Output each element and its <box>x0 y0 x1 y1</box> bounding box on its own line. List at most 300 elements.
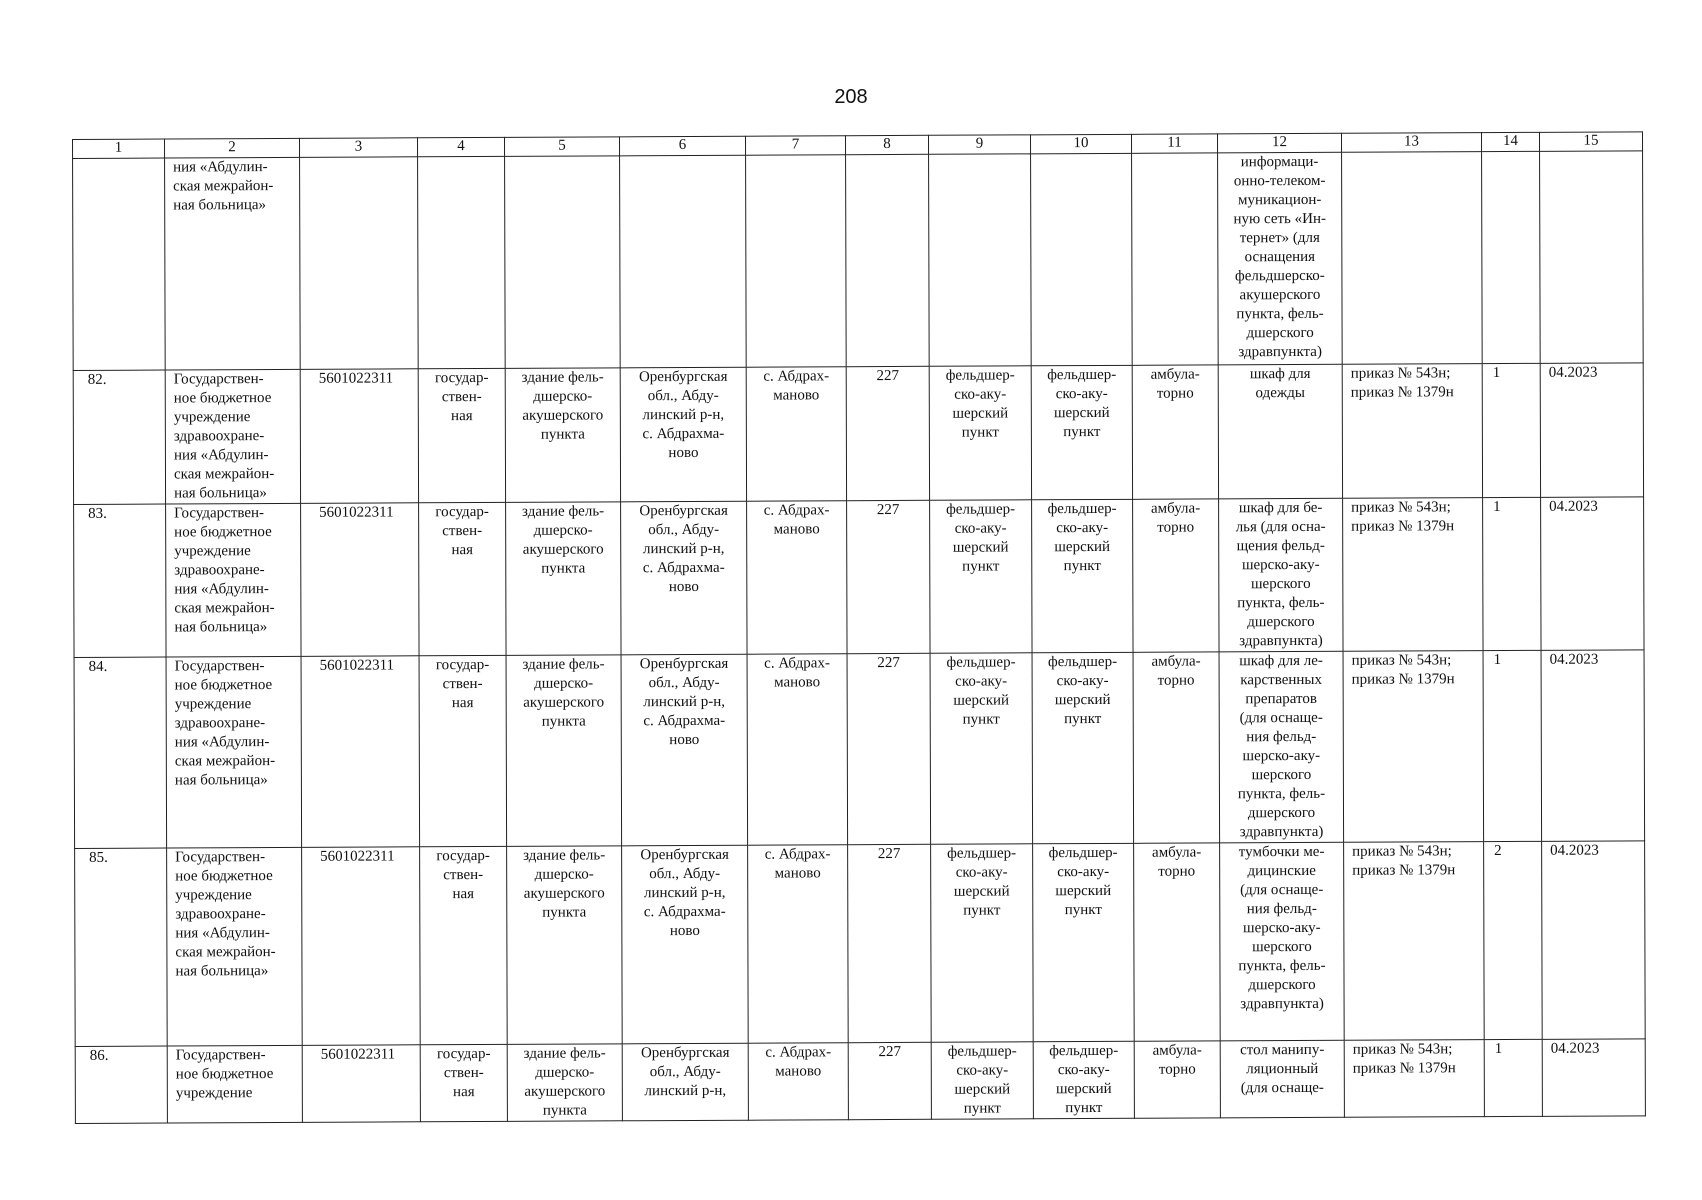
cell-text-line: ско-аку- <box>954 386 1007 403</box>
cell-text-line: акушерского <box>524 1083 606 1100</box>
cell-text-line: здравпункта) <box>1239 632 1323 650</box>
cell-text-line: 04.2023 <box>1549 651 1599 668</box>
registry-table-container <box>72 131 1645 1124</box>
cell-text-line: ная больница» <box>174 619 268 636</box>
table-cell-col-15 <box>1542 1039 1645 1117</box>
cell-text-line: государ- <box>435 656 490 674</box>
cell-text-line: обл., Абду- <box>649 1063 721 1081</box>
cell-text-line: с. Абдрахма- <box>643 712 726 730</box>
cell-text-line: ская межрайон- <box>173 178 274 195</box>
cell-text-line: (для оснаще- <box>1240 1079 1324 1097</box>
column-header-14: 14 <box>1481 132 1539 151</box>
column-header-10: 10 <box>1030 134 1131 153</box>
cell-text-line: пункта <box>540 426 585 443</box>
cell-text-line: здравоохране- <box>174 562 265 579</box>
table-cell-col-6 <box>620 367 746 502</box>
table-cell-col-5 <box>507 846 623 1045</box>
cell-text-line: фельдшер- <box>1048 653 1118 671</box>
cell-text-line: торно <box>1157 519 1195 536</box>
cell-text-line: учреждение <box>174 696 252 713</box>
cell-text-line: фельдшер- <box>1048 844 1118 862</box>
table-cell-col-6 <box>622 845 749 1044</box>
cell-text-line: шкаф для бе- <box>1238 499 1323 517</box>
cell-text-line: ско-аку- <box>1056 519 1109 537</box>
cell-text-line: лья (для осна- <box>1235 518 1326 536</box>
cell-text-line: информаци- <box>1240 153 1319 171</box>
cell-text-line: пункт <box>961 424 999 441</box>
cell-text-line: ско-аку- <box>1056 672 1109 690</box>
cell-text-line: Оренбургская <box>639 655 729 673</box>
column-header-12: 12 <box>1217 133 1341 153</box>
column-header-8: 8 <box>845 135 928 154</box>
table-cell-col-13 <box>1343 498 1483 652</box>
cell-text-line: шерский <box>1055 882 1112 900</box>
cell-text-line: шкаф для <box>1249 365 1311 383</box>
table-cell-col-15 <box>1540 363 1643 498</box>
cell-text-line: с. Абдрах- <box>764 846 831 863</box>
table-cell-col-14 <box>1483 650 1542 841</box>
cell-text-line: ствен- <box>441 388 482 406</box>
cell-text-line: 04.2023 <box>1550 842 1599 859</box>
cell-text-line: дшерского <box>1248 976 1316 994</box>
table-cell-col-15 <box>1540 151 1644 364</box>
table-cell-col-12 <box>1220 1040 1344 1118</box>
table-cell-col-6 <box>621 654 748 846</box>
column-header-11: 11 <box>1131 134 1217 153</box>
cell-text-line: Оренбургская <box>640 1044 730 1062</box>
cell-text-line: пункт <box>963 1100 1002 1117</box>
cell-text-line: шерского <box>1251 766 1312 784</box>
table-cell-col-10 <box>1033 843 1135 1041</box>
cell-text-line: амбула- <box>1151 653 1201 670</box>
table-cell-col-7 <box>747 654 848 845</box>
table-row <box>74 650 1645 849</box>
cell-text-line: 1 <box>1493 652 1502 669</box>
table-cell-col-13 <box>1342 152 1483 365</box>
table-cell-col-4 <box>418 368 505 502</box>
cell-text-line: дшерско- <box>533 522 593 539</box>
table-cell-col-9 <box>930 653 1033 844</box>
table-cell-col-12 <box>1218 152 1343 365</box>
cell-text-line: приказ № 1379н <box>1352 1060 1456 1077</box>
table-cell-col-1 <box>73 370 165 504</box>
page-number: 208 <box>834 86 868 108</box>
cell-text-line: государ- <box>435 503 489 521</box>
cell-text-line: ное бюджетное <box>174 524 272 541</box>
table-row <box>75 1039 1645 1124</box>
cell-text-line: шерский <box>1054 538 1111 556</box>
table-cell-col-11 <box>1133 652 1220 843</box>
cell-text-line: пункта <box>541 713 586 730</box>
table-cell-col-1 <box>73 158 166 370</box>
table-cell-col-5 <box>505 368 620 503</box>
cell-text-line: дшерско- <box>533 388 593 405</box>
table-cell-col-4 <box>418 156 506 368</box>
cell-text-line: 5601022311 <box>320 1046 396 1063</box>
cell-text-line: 2 <box>1494 843 1502 860</box>
cell-text-line: ско-аку- <box>954 520 1007 537</box>
cell-text-line: обл., Абду- <box>648 674 720 692</box>
table-cell-col-1 <box>75 1046 167 1123</box>
table-cell-col-14 <box>1484 1039 1542 1116</box>
cell-text-line: здравпункта) <box>1238 343 1322 361</box>
cell-text-line: пункта, фель- <box>1236 305 1324 323</box>
table-cell-col-7 <box>746 367 846 501</box>
table-cell-col-11 <box>1132 153 1219 365</box>
cell-text-line: дшерского <box>1247 613 1315 631</box>
cell-text-line: (для оснаще- <box>1239 709 1323 727</box>
cell-text-line: ная больница» <box>174 485 267 502</box>
cell-text-line: Оренбургская <box>639 502 728 520</box>
cell-text-line: ско-аку- <box>955 864 1008 881</box>
column-header-3: 3 <box>300 138 418 158</box>
cell-text-line: приказ № 1379н <box>1350 384 1454 401</box>
table-cell-col-2 <box>165 157 301 370</box>
cell-text-line: ново <box>669 731 700 749</box>
cell-text-line: маново <box>774 674 821 691</box>
cell-text-line: ное бюджетное <box>174 677 273 694</box>
cell-text-line: 85. <box>89 849 108 866</box>
cell-text-line: пункт <box>1065 1099 1103 1117</box>
table-cell-col-4 <box>419 502 506 655</box>
table-cell-col-4 <box>420 846 508 1044</box>
table-cell-col-13 <box>1342 364 1482 499</box>
cell-text-line: шерского <box>1250 575 1311 593</box>
cell-text-line: 1 <box>1493 499 1501 516</box>
column-header-7: 7 <box>745 136 845 155</box>
table-cell-col-3 <box>302 847 421 1046</box>
table-cell-col-11 <box>1134 843 1221 1041</box>
table-cell-col-6 <box>622 1043 748 1121</box>
table-cell-col-10 <box>1032 652 1134 843</box>
cell-text-line: пункта <box>542 1102 587 1119</box>
cell-text-line: приказ № 543н; <box>1352 843 1452 860</box>
table-cell-col-11 <box>1134 1041 1220 1118</box>
cell-text-line: маново <box>775 1063 822 1080</box>
column-header-15: 15 <box>1539 132 1642 152</box>
cell-text-line: дшерско- <box>534 675 594 692</box>
cell-text-line: 86. <box>89 1047 109 1064</box>
cell-text-line: шерский <box>953 883 1010 900</box>
table-cell-col-10 <box>1033 1041 1134 1118</box>
cell-text-line: здравпункта) <box>1240 995 1324 1013</box>
table-cell-col-9 <box>931 1042 1033 1119</box>
table-cell-col-11 <box>1133 499 1219 652</box>
cell-text-line: 227 <box>878 1043 901 1061</box>
table-cell-col-3 <box>300 157 419 370</box>
cell-text-line: фельдшер- <box>1047 500 1117 518</box>
cell-text-line: шерско-аку- <box>1243 919 1321 937</box>
table-cell-col-5 <box>506 655 622 847</box>
cell-text-line: ния «Абдулин- <box>175 925 270 942</box>
table-cell-col-5 <box>507 1044 622 1122</box>
cell-text-line: шерский <box>953 692 1010 709</box>
cell-text-line: пункт <box>1064 710 1102 728</box>
table-cell-col-14 <box>1482 151 1541 363</box>
cell-text-line: здравоохране- <box>173 428 265 445</box>
cell-text-line: торно <box>1158 863 1196 880</box>
cell-text-line: Государствен- <box>173 371 264 388</box>
cell-text-line: шерско-аку- <box>1241 556 1320 574</box>
cell-text-line: линский р-н, <box>642 406 725 424</box>
table-cell-col-14 <box>1483 497 1541 650</box>
cell-text-line: с. Абдрахма- <box>642 559 725 577</box>
table-cell-col-2 <box>166 503 301 657</box>
cell-text-line: торно <box>1156 385 1194 402</box>
cell-text-line: с. Абдрах- <box>763 502 830 519</box>
table-cell-col-12 <box>1219 651 1344 843</box>
cell-text-line: учреждение <box>175 1085 253 1102</box>
cell-text-line: фельдшер- <box>947 1043 1017 1060</box>
cell-text-line: ствен- <box>442 522 483 540</box>
cell-text-line: обл., Абду- <box>648 521 720 539</box>
column-header-6: 6 <box>619 136 745 156</box>
cell-text-line: государ- <box>436 847 490 865</box>
cell-text-line: ско-аку- <box>956 1062 1009 1079</box>
cell-text-line: приказ № 1379н <box>1351 671 1455 688</box>
table-cell-col-14 <box>1482 363 1540 497</box>
cell-text-line: линский р-н, <box>644 1082 727 1100</box>
cell-text-line: ская межрайон- <box>175 944 276 961</box>
table-cell-col-2 <box>165 369 300 504</box>
table-cell-col-5 <box>506 502 621 656</box>
cell-text-line: оснащения <box>1244 248 1316 266</box>
cell-text-line: акушерского <box>523 885 605 902</box>
table-cell-col-13 <box>1343 651 1484 843</box>
cell-text-line: с. Абдрах- <box>764 655 830 672</box>
cell-text-line: тернет» (для <box>1239 229 1320 247</box>
cell-text-line: торно <box>1157 672 1195 689</box>
cell-text-line: пункт <box>1063 423 1101 441</box>
column-header-4: 4 <box>417 137 504 156</box>
cell-text-line: 5601022311 <box>318 370 394 387</box>
table-cell-col-4 <box>419 655 507 846</box>
cell-text-line: щения фельд- <box>1236 537 1325 555</box>
table-cell-col-10 <box>1031 153 1133 365</box>
cell-text-line: фельдшер- <box>947 845 1017 862</box>
cell-text-line: ное бюджетное <box>173 390 272 407</box>
cell-text-line: линский р-н, <box>642 540 725 558</box>
cell-text-line: акушерского <box>523 694 605 711</box>
table-cell-col-14 <box>1484 841 1543 1039</box>
cell-text-line: ная <box>453 1084 475 1101</box>
cell-text-line: учреждение <box>175 887 252 904</box>
table-cell-col-6 <box>621 501 747 655</box>
cell-text-line: препаратов <box>1245 690 1317 708</box>
table-cell-col-9 <box>930 500 1032 653</box>
cell-text-line: ствен- <box>443 866 484 884</box>
cell-text-line: ная <box>451 695 474 712</box>
cell-text-line: пункта, фель- <box>1237 594 1325 612</box>
cell-text-line: амбула- <box>1150 500 1201 517</box>
cell-text-line: ное бюджетное <box>175 1066 274 1083</box>
cell-text-line: фельдшер- <box>946 654 1016 671</box>
cell-text-line: ская межрайон- <box>174 753 276 770</box>
table-row <box>73 363 1643 505</box>
cell-text-line: Государствен- <box>175 849 266 866</box>
cell-text-line: приказ № 543н; <box>1351 499 1451 516</box>
cell-text-line: шерский <box>1055 1080 1112 1098</box>
table-cell-col-8 <box>848 844 932 1042</box>
table-cell-col-8 <box>846 154 930 366</box>
cell-text-line: здание фель- <box>522 656 605 673</box>
table-row <box>73 151 1644 371</box>
cell-text-line: линский р-н, <box>643 884 726 902</box>
cell-text-line: 5601022311 <box>319 504 394 521</box>
cell-text-line: 227 <box>877 845 901 863</box>
cell-text-line: Государствен- <box>174 658 265 675</box>
cell-text-line: пункт <box>1063 557 1101 575</box>
table-cell-col-9 <box>929 366 1031 500</box>
table-cell-col-7 <box>746 155 847 367</box>
table-cell-col-7 <box>748 1043 848 1120</box>
registry-table <box>72 131 1646 1124</box>
cell-text-line: муникацион- <box>1237 191 1322 209</box>
cell-text-line: ная <box>451 408 473 425</box>
cell-text-line: обл., Абду- <box>647 387 719 405</box>
table-cell-col-8 <box>848 1042 931 1119</box>
column-header-13: 13 <box>1341 133 1481 153</box>
cell-text-line: 04.2023 <box>1548 364 1598 381</box>
table-cell-col-8 <box>847 653 931 844</box>
table-cell-col-2 <box>167 847 303 1046</box>
cell-text-line: ная больница» <box>174 772 268 789</box>
cell-text-line: дшерского <box>1246 324 1314 342</box>
cell-text-line: Государствен- <box>174 505 265 522</box>
table-cell-col-9 <box>931 844 1034 1042</box>
cell-text-line: шерский <box>952 539 1009 556</box>
cell-text-line: ния фельд- <box>1246 728 1317 746</box>
cell-text-line: ново <box>668 578 699 596</box>
cell-text-line: пункт <box>963 902 1001 919</box>
table-cell-col-5 <box>505 156 621 369</box>
cell-text-line: с. Абдрах- <box>763 368 830 385</box>
cell-text-line: пункт <box>962 558 1000 575</box>
cell-text-line: ново <box>669 922 700 940</box>
cell-text-line: пункта <box>542 904 587 921</box>
table-cell-col-3 <box>301 656 420 848</box>
cell-text-line: амбула- <box>1152 1042 1202 1059</box>
cell-text-line: здравоохране- <box>174 715 266 732</box>
cell-text-line: государ- <box>434 369 489 387</box>
cell-text-line: шерско-аку- <box>1242 747 1321 765</box>
cell-text-line: ная <box>452 886 475 903</box>
cell-text-line: шерский <box>1054 691 1111 709</box>
table-cell-col-15 <box>1541 650 1645 842</box>
cell-text-line: с. Абдрахма- <box>643 903 726 921</box>
cell-text-line: ново <box>668 444 699 462</box>
cell-text-line: Оренбургская <box>638 368 728 386</box>
table-cell-col-13 <box>1344 1040 1484 1118</box>
cell-text-line: 04.2023 <box>1549 498 1598 515</box>
cell-text-line: фельдшер- <box>1047 366 1117 384</box>
table-cell-col-3 <box>302 1045 420 1123</box>
cell-text-line: 1 <box>1492 365 1501 382</box>
table-row <box>74 497 1644 658</box>
cell-text-line: карственных <box>1240 671 1323 689</box>
cell-text-line: ствен- <box>442 675 483 693</box>
cell-text-line: государ- <box>436 1045 491 1063</box>
cell-text-line: приказ № 543н; <box>1350 365 1451 382</box>
table-cell-col-10 <box>1032 499 1133 652</box>
cell-text-line: ско-аку- <box>955 673 1008 690</box>
cell-text-line: акушерского <box>522 407 604 424</box>
cell-text-line: здание фель- <box>522 503 605 520</box>
cell-text-line: Государствен- <box>175 1047 266 1064</box>
column-header-1: 1 <box>73 139 165 158</box>
cell-text-line: 5601022311 <box>319 657 395 674</box>
table-cell-col-2 <box>166 656 302 848</box>
table-cell-col-10 <box>1031 365 1132 499</box>
cell-text-line: амбула- <box>1150 366 1200 383</box>
table-cell-col-7 <box>748 845 849 1043</box>
cell-text-line: тумбочки ме- <box>1238 843 1325 861</box>
cell-text-line: 04.2023 <box>1550 1040 1600 1057</box>
table-cell-col-15 <box>1541 497 1644 651</box>
cell-text-line: ляционный <box>1246 1060 1319 1078</box>
cell-text-line: обл., Абду- <box>649 865 721 883</box>
cell-text-line: ско-аку- <box>1057 863 1110 881</box>
table-body <box>73 151 1646 1124</box>
cell-text-line: ния фельд- <box>1246 900 1317 918</box>
table-cell-col-8 <box>847 500 930 653</box>
table-cell-col-12 <box>1220 842 1345 1041</box>
cell-text-line: дицинские <box>1247 862 1316 880</box>
cell-text-line: маново <box>774 865 821 882</box>
cell-text-line: приказ № 1379н <box>1351 518 1455 535</box>
table-cell-col-12 <box>1219 498 1343 652</box>
cell-text-line: акушерского <box>522 541 604 558</box>
table-cell-col-2 <box>167 1045 302 1123</box>
cell-text-line: ная больница» <box>173 197 267 214</box>
cell-text-line: приказ № 543н; <box>1351 652 1452 669</box>
cell-text-line: дшерско- <box>535 1064 595 1081</box>
table-cell-col-6 <box>620 155 747 368</box>
cell-text-line: маново <box>773 387 820 404</box>
cell-text-line: фельдшерско- <box>1235 267 1325 285</box>
cell-text-line: учреждение <box>173 409 251 426</box>
cell-text-line: дшерско- <box>534 866 594 883</box>
cell-text-line: здание фель- <box>523 847 606 864</box>
table-cell-col-1 <box>74 657 167 848</box>
cell-text-line: Оренбургская <box>640 846 729 864</box>
cell-text-line: акушерского <box>1239 286 1321 304</box>
cell-text-line: здание фель- <box>523 1045 606 1062</box>
table-cell-col-13 <box>1344 842 1485 1041</box>
cell-text-line: фельдшер- <box>945 367 1015 384</box>
cell-text-line: с. Абдрах- <box>765 1044 832 1061</box>
cell-text-line: ния «Абдулин- <box>173 159 268 176</box>
cell-text-line: линский р-н, <box>643 693 725 711</box>
column-header-2: 2 <box>165 138 300 158</box>
cell-text-line: 1 <box>1494 1041 1503 1058</box>
table-cell-col-3 <box>300 369 418 504</box>
column-header-9: 9 <box>928 135 1030 154</box>
cell-text-line: ное бюджетное <box>175 868 273 885</box>
cell-text-line: шерского <box>1252 938 1312 956</box>
table-cell-col-3 <box>301 503 419 657</box>
cell-text-line: амбула- <box>1151 844 1202 861</box>
table-cell-col-4 <box>420 1044 507 1121</box>
table-cell-col-8 <box>846 366 929 500</box>
cell-text-line: пункт <box>962 711 1000 728</box>
cell-text-line: фельдшер- <box>946 501 1016 518</box>
cell-text-line: ная <box>451 542 474 559</box>
cell-text-line: ско-аку- <box>1057 1061 1110 1079</box>
cell-text-line: учреждение <box>174 543 251 560</box>
table-cell-col-1 <box>74 504 166 657</box>
cell-text-line: здравпункта) <box>1239 823 1324 841</box>
